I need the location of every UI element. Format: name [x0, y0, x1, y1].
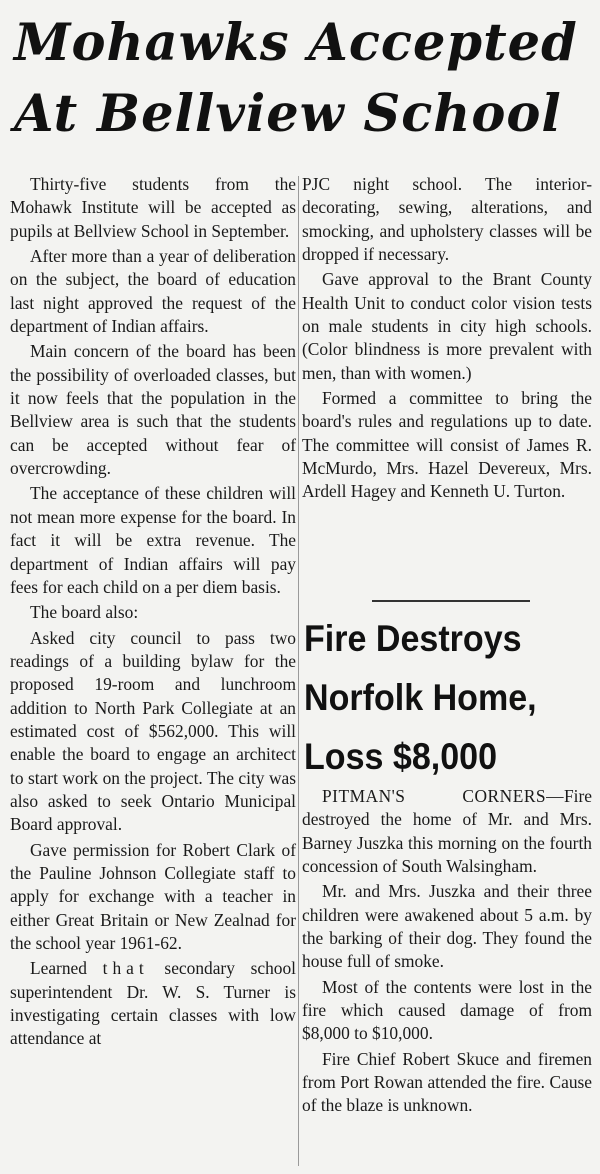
left-paragraph-4: The acceptance of these children will not mean more expense for the board. In fact it will be extra revenue. The department of Indian affairs will pay fees for each child on a per diem basis.: [10, 483, 296, 597]
left-paragraph-7: Gave permission for Robert Clark of the Pauline Johnson Collegiate staff to apply for exchange with a teacher in either Great Britain or New Zealnad for the school year 1961-62.: [10, 839, 296, 953]
left-paragraph-8-a: Learned: [30, 958, 87, 979]
right-column-top: [302, 173, 592, 506]
dateline: PITMAN'S CORNERS—: [322, 786, 564, 806]
second-paragraph-4: Fire Chief Robert Skuce and firemen from Port Rowan attended the fire. Cause of the blaze is unknown.: [302, 1048, 592, 1116]
second-paragraph-1: [302, 785, 592, 878]
article-separator-rule: [372, 600, 530, 602]
right-paragraph-1: PJC night school. The interior-decorating, sewing, alterations, and smocking, and upholstery classes will be dropped if necessary.: [302, 174, 592, 265]
second-headline-line3: Loss $8,000: [304, 736, 498, 777]
second-paragraph-3: Most of the contents were lost in the fire which caused damage of from $8,000 to $10,000.: [302, 976, 592, 1044]
left-column: [10, 173, 296, 1053]
second-headline-line1: Fire Destroys: [304, 618, 522, 659]
left-paragraph-6: Asked city council to pass two readings of a building bylaw for the proposed 19-room and lunchroom addition to North Park Collegiate at an estimated cost of $562,000. This will enable the board to engage an architect to start work on the project. The city was also asked to seek Ontario Municipal Board approval.: [10, 627, 296, 835]
second-headline: [304, 609, 571, 786]
main-headline-line2: At Bellview School: [14, 84, 562, 144]
left-paragraph-2: After more than a year of deliberation on the subject, the board of education last night approved the request of the department of Indian affairs.: [10, 246, 296, 337]
second-article-body: [302, 785, 592, 1120]
left-paragraph-5: The board also:: [30, 602, 139, 623]
column-divider: [298, 176, 299, 1166]
second-headline-line2: Norfolk Home,: [304, 677, 537, 718]
left-paragraph-3: Main concern of the board has been the possibility of overloaded classes, but it now feels that the population in the Bellview area is such that the students can be accepted without fear of overcrowding.: [10, 341, 296, 479]
left-paragraph-8-b: that: [102, 958, 149, 979]
main-headline-line1: Mohawks Accepted: [14, 13, 578, 73]
second-paragraph-1-rest: Fire destroyed the home of Mr. and Mrs. Barney Juszka this morning on the fourth concession of South Walsingham.: [302, 786, 592, 877]
right-paragraph-3: Formed a committee to bring the board's rules and regulations up to date. The committee will consist of James R. McMurdo, Mrs. Hazel Devereux, Mrs. Ardell Hagey and Kenneth U. Turton.: [302, 388, 592, 502]
left-paragraph-1: Thirty-five students from the Mohawk Institute will be accepted as pupils at Bellview School in September.: [10, 174, 296, 241]
left-paragraph-8-c: secondary school superintendent Dr. W. S. Turner is investigating certain classes with low attendance at: [10, 958, 296, 1049]
right-paragraph-2: Gave approval to the Brant County Health Unit to conduct color vision tests on male students in city high schools. (Color blindness is more prevalent with men, than with women.): [302, 269, 592, 383]
main-headline: [14, 8, 594, 150]
left-paragraph-8: [10, 957, 296, 1050]
second-paragraph-2: Mr. and Mrs. Juszka and their three children were awakened about 5 a.m. by the barking of their dog. They found the house full of smoke.: [302, 881, 592, 972]
